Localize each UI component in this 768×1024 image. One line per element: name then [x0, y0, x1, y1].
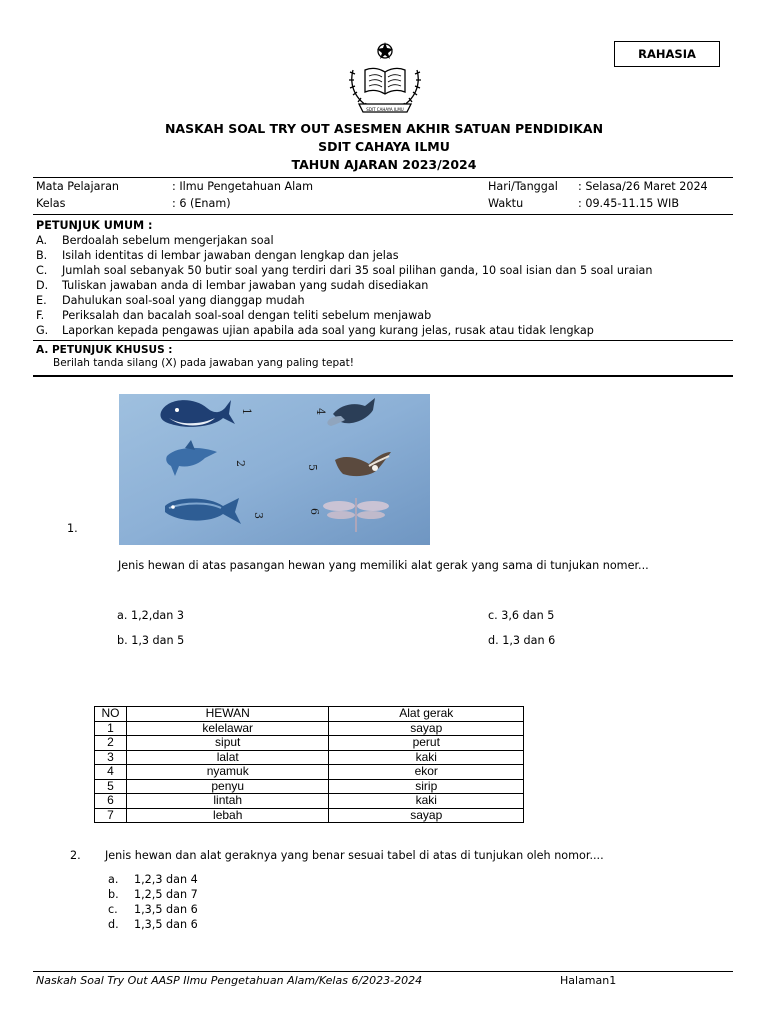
table-cell: 3: [95, 750, 127, 765]
school-name: SDIT CAHAYA ILMU: [318, 139, 450, 154]
table-cell: 6: [95, 794, 127, 809]
image-number: 4: [314, 408, 327, 415]
confidential-badge: RAHASIA: [614, 41, 720, 67]
table-row: [95, 779, 524, 794]
table-cell: lintah: [126, 794, 329, 809]
table-cell: 4: [95, 765, 127, 780]
image-number: 3: [252, 512, 265, 519]
image-number: 2: [234, 460, 247, 467]
divider: [33, 375, 733, 377]
divider: [33, 214, 733, 215]
footer-text: Naskah Soal Try Out AASP Ilmu Pengetahuan Alam/Kelas 6/2023-2024: [36, 974, 423, 987]
animals-image: [119, 394, 430, 545]
logo-ribbon-text: SDIT CAHAYA ILMU: [366, 107, 404, 112]
question-text: Jenis hewan dan alat geraknya yang benar sesuai tabel di atas di tunjukan oleh nomor....: [105, 849, 604, 862]
answer-option[interactable]: b. 1,3 dan 5: [117, 634, 185, 647]
image-number: 1: [240, 408, 253, 415]
date-label: Hari/Tanggal: [488, 180, 558, 193]
divider: [33, 177, 733, 178]
table-cell: 5: [95, 779, 127, 794]
answer-option[interactable]: d. 1,3 dan 6: [488, 634, 556, 647]
animal-movement-table: [94, 706, 524, 823]
table-cell: kelelawar: [126, 721, 329, 736]
academic-year: TAHUN AJARAN 2023/2024: [291, 157, 477, 172]
table-row: [95, 765, 524, 780]
table-cell: perut: [329, 736, 524, 751]
table-row: [95, 750, 524, 765]
table-header: Alat gerak: [329, 707, 524, 722]
table-cell: nyamuk: [126, 765, 329, 780]
special-instruction-text: Berilah tanda silang (X) pada jawaban yang paling tepat!: [53, 357, 354, 369]
question-number: 2.: [70, 849, 81, 862]
exam-title: NASKAH SOAL TRY OUT ASESMEN AKHIR SATUAN PENDIDIKAN: [164, 121, 604, 136]
image-number: 5: [306, 464, 319, 471]
question-number: 1.: [67, 522, 78, 535]
table-cell: lalat: [126, 750, 329, 765]
table-cell: 2: [95, 736, 127, 751]
time-label: Waktu: [488, 197, 524, 210]
divider: [33, 340, 733, 341]
table-row: [95, 736, 524, 751]
table-cell: ekor: [329, 765, 524, 780]
table-header: NO: [95, 707, 127, 722]
table-cell: siput: [126, 736, 329, 751]
time-value: : 09.45-11.15 WIB: [578, 197, 680, 210]
table-row: [95, 808, 524, 823]
table-cell: 1: [95, 721, 127, 736]
school-logo-emblem: [343, 40, 427, 120]
date-value: : Selasa/26 Maret 2024: [578, 180, 708, 193]
table-header: HEWAN: [126, 707, 329, 722]
table-cell: sayap: [329, 721, 524, 736]
class-value: : 6 (Enam): [172, 197, 231, 210]
table-cell: lebah: [126, 808, 329, 823]
question-text: Jenis hewan di atas pasangan hewan yang memiliki alat gerak yang sama di tunjukan nomer...: [118, 559, 649, 572]
answer-option[interactable]: c. 3,6 dan 5: [488, 609, 555, 622]
answer-option[interactable]: a. 1,2,dan 3: [117, 609, 185, 622]
table-cell: sirip: [329, 779, 524, 794]
table-cell: kaki: [329, 794, 524, 809]
subject-value: : Ilmu Pengetahuan Alam: [172, 180, 314, 193]
image-number: 6: [308, 508, 321, 515]
table-cell: penyu: [126, 779, 329, 794]
class-label: Kelas: [36, 197, 66, 210]
table-cell: kaki: [329, 750, 524, 765]
table-row: [95, 794, 524, 809]
page-number: Halaman1: [560, 974, 617, 987]
table-header-row: [95, 707, 524, 722]
general-instructions-heading: PETUNJUK UMUM :: [36, 219, 153, 232]
table-cell: sayap: [329, 808, 524, 823]
subject-label: Mata Pelajaran: [36, 180, 120, 193]
table-cell: 7: [95, 808, 127, 823]
footer-divider: [33, 971, 733, 972]
table-row: [95, 721, 524, 736]
special-instructions-heading: A. PETUNJUK KHUSUS :: [36, 344, 173, 356]
